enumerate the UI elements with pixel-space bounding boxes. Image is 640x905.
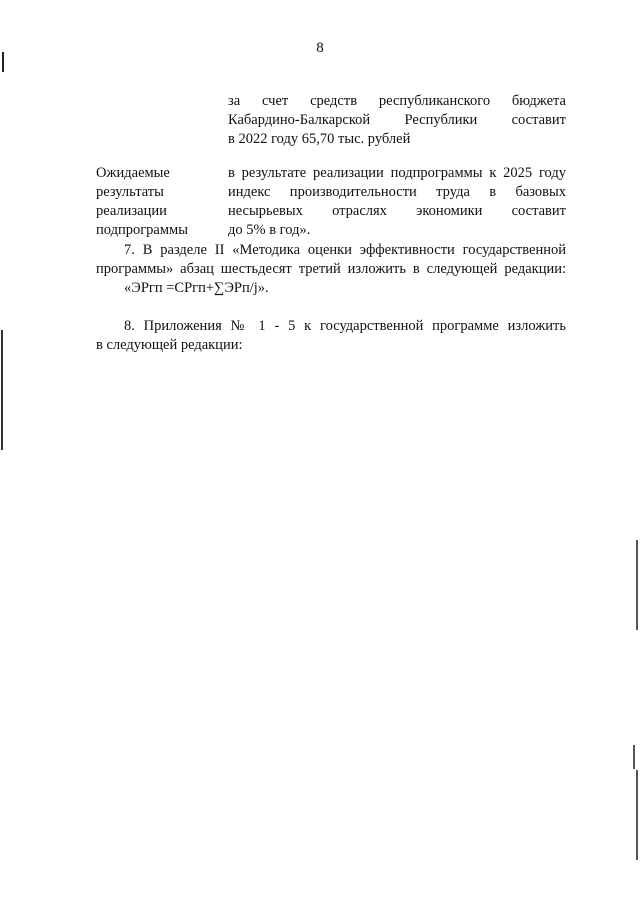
scan-edge-mark (1, 330, 3, 450)
paragraph-7-line-2: программы» абзац шестьдесят третий изложить в следующей редакции: (96, 261, 566, 277)
table-continuation-cell (228, 92, 566, 149)
scan-edge-mark (636, 770, 638, 860)
paragraph-8-line-2: в следующей редакции: (96, 337, 243, 353)
expected-results-value (228, 164, 566, 240)
scan-edge-mark (633, 745, 635, 769)
value-line-1: в результате реализации подпрограммы к 2025 году (228, 165, 566, 181)
value-line-3: несырьевых отраслях экономики составит (228, 203, 566, 219)
scan-edge-mark (636, 540, 638, 630)
paragraph-8-line-1: 8. Приложения № 1 - 5 к государственной программе изложить (124, 318, 566, 334)
paragraph-7 (96, 241, 566, 298)
expected-results-label (96, 164, 216, 240)
page-number: 8 (316, 40, 324, 56)
formula: «ЭРгп =СРгп+∑ЭРп/j». (124, 280, 269, 296)
label-line-1: Ожидаемые (96, 165, 170, 181)
label-line-2: результаты (96, 184, 164, 200)
paragraph-8 (96, 317, 566, 355)
scan-edge-mark (2, 52, 4, 72)
continuation-line-1: за счет средств республиканского бюджета (228, 93, 566, 109)
continuation-line-2: Кабардино-Балкарской Республики составит (228, 112, 566, 128)
continuation-line-3: в 2022 году 65,70 тыс. рублей (228, 131, 411, 147)
paragraph-7-line-1: 7. В разделе II «Методика оценки эффективности государственной (124, 242, 566, 258)
label-line-4: подпрограммы (96, 222, 188, 238)
label-line-3: реализации (96, 203, 167, 219)
value-line-4: до 5% в год». (228, 222, 311, 238)
value-line-2: индекс производительности труда в базовых (228, 184, 566, 200)
